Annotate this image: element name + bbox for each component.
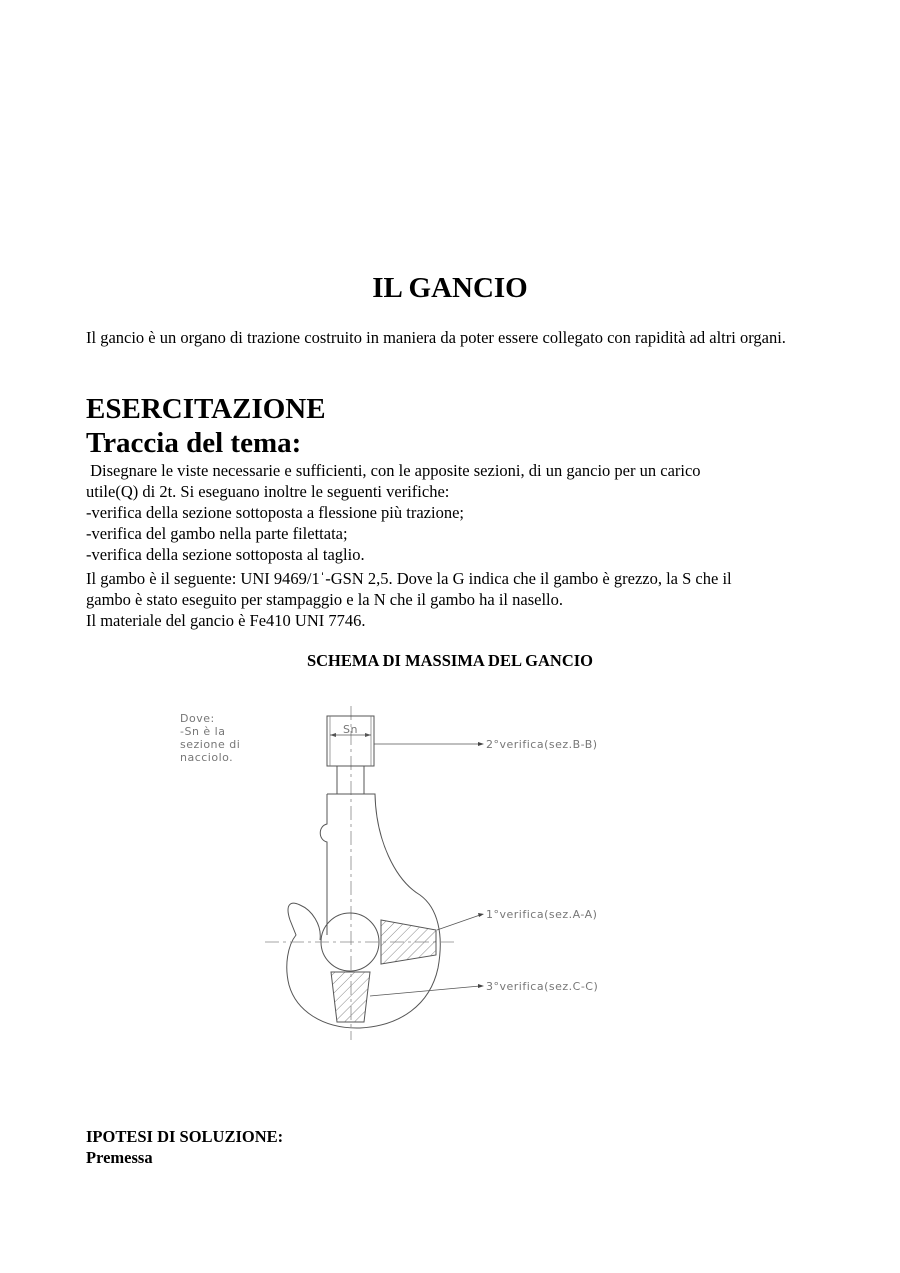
callout-b: 2°verifica(sez.B-B) (486, 738, 598, 751)
document-title: IL GANCIO (372, 272, 528, 304)
drawing-note-line: -Sn è la (180, 725, 226, 738)
callout-a: 1°verifica(sez.A-A) (486, 908, 598, 921)
task-line: Disegnare le viste necessarie e sufficienti, con le apposite sezioni, di un gancio per un carico (86, 461, 701, 480)
solution-section (86, 1126, 283, 1168)
task-line: -verifica del gambo nella parte filettata; (86, 524, 348, 543)
leader-line-a (437, 915, 480, 930)
material-description (86, 568, 816, 631)
drawing-note-line: nacciolo. (180, 751, 234, 764)
drawing-note-line: Dove: (180, 712, 215, 725)
drawing-note-line: sezione di (180, 738, 241, 751)
solution-heading: IPOTESI DI SOLUZIONE: (86, 1127, 284, 1146)
task-line: -verifica della sezione sottoposta al taglio. (86, 545, 365, 564)
task-description (86, 460, 816, 565)
section-c-c (331, 972, 370, 1022)
section-a-a (381, 920, 436, 964)
task-line: -verifica della sezione sottoposta a flessione più trazione; (86, 503, 464, 522)
leader-line-c (370, 986, 480, 996)
sn-label: Sn (343, 723, 358, 736)
hook-technical-drawing (170, 700, 670, 1060)
premise-heading: Premessa (86, 1148, 153, 1167)
subsection-heading: Traccia del tema: (86, 427, 302, 459)
intro-paragraph: Il gancio è un organo di trazione costruito in maniera da poter essere collegato con rapidità ad altri organi. (86, 328, 786, 347)
schema-title: SCHEMA DI MASSIMA DEL GANCIO (306, 651, 594, 670)
task-line: utile(Q) di 2t. Si eseguano inoltre le seguenti verifiche: (86, 482, 450, 501)
material-line: gambo è stato eseguito per stampaggio e la N che il gambo ha il nasello. (86, 590, 563, 609)
section-heading: ESERCITAZIONE (86, 393, 326, 425)
callout-c: 3°verifica(sez.C-C) (486, 980, 599, 993)
material-line: Il materiale del gancio è Fe410 UNI 7746. (86, 611, 366, 630)
material-line: Il gambo è il seguente: UNI 9469/1ˈ-GSN 2,5. Dove la G indica che il gambo è grezzo, la S che il (86, 569, 732, 588)
